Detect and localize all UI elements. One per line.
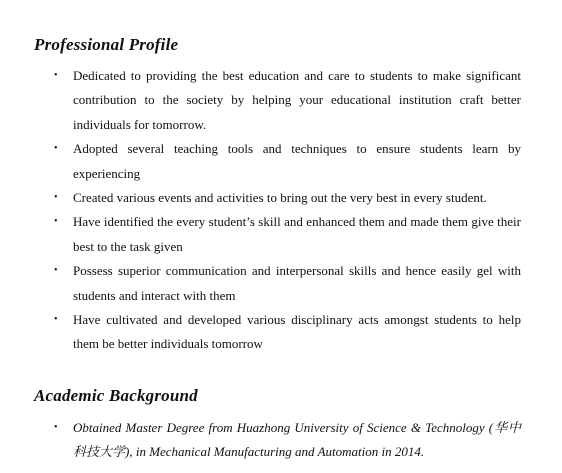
list-item — [50, 416, 521, 465]
bullet-icon: • — [54, 314, 58, 326]
bullet-icon: • — [54, 143, 58, 155]
list-item-text: Dedicated to providing the best education and care to students to make significant contribution to the society by helping your educational institution craft better individuals for tomorrow. — [73, 68, 521, 132]
professional-profile-heading: Professional Profile — [34, 35, 179, 54]
list-item — [50, 259, 521, 308]
bullet-icon: • — [54, 216, 58, 228]
bullet-icon: • — [54, 422, 58, 433]
list-item-text: Have cultivated and developed various disciplinary acts amongst students to help them be better individuals tomorrow — [73, 312, 521, 352]
list-item — [50, 308, 521, 357]
professional-profile-list — [50, 64, 521, 357]
list-item — [50, 210, 521, 259]
academic-background-list — [50, 416, 521, 465]
list-item — [50, 64, 521, 137]
list-item — [50, 137, 521, 186]
academic-background-heading: Academic Background — [34, 386, 198, 405]
bullet-icon: • — [54, 70, 58, 81]
list-item — [50, 186, 521, 210]
list-item-text: Have identified the every student’s skill and enhanced them and made them give their best to the task given — [73, 214, 521, 254]
list-item-text: Adopted several teaching tools and techniques to ensure students learn by experiencing — [73, 141, 521, 181]
list-item-text: Created various events and activities to bring out the very best in every student. — [73, 190, 487, 206]
list-item-text: Obtained Master Degree from Huazhong University of Science & Technology (华中科技大学), in Mechanical Manufacturing and Automation in 2014. — [73, 420, 521, 460]
list-item-text: Possess superior communication and interpersonal skills and hence easily gel with students and interact with them — [73, 263, 521, 303]
bullet-icon: • — [54, 265, 58, 277]
bullet-icon: • — [54, 192, 58, 204]
